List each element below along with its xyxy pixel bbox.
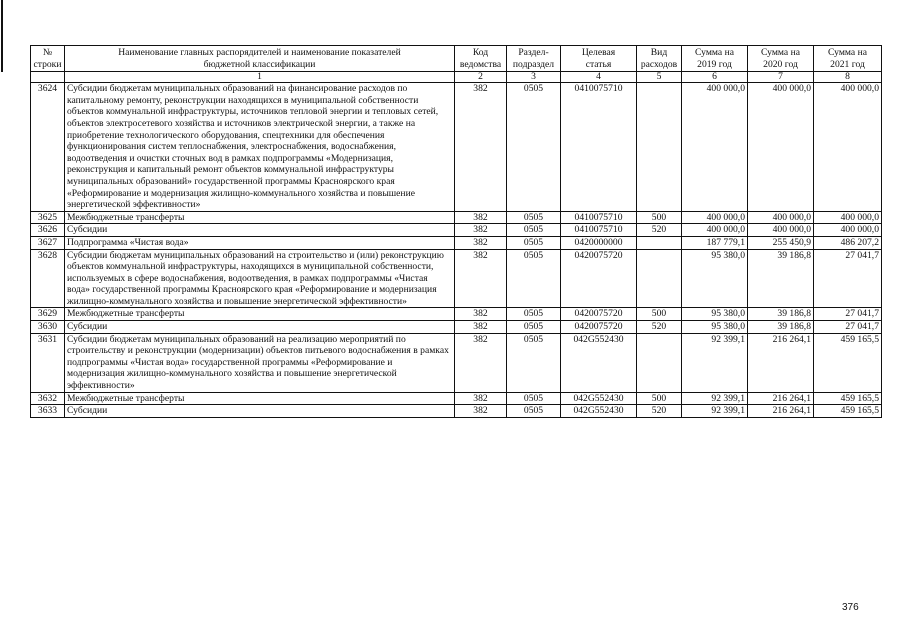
table-row <box>31 333 882 392</box>
header-sum-2019: Сумма на 2019 год <box>682 46 748 72</box>
sum-2021: 400 000,0 <box>814 211 882 224</box>
header-section: Раздел- подраздел <box>507 46 561 72</box>
department-code: 382 <box>455 321 507 334</box>
header-row-number: № строки <box>31 46 65 72</box>
expense-type-code <box>637 249 682 308</box>
sum-2019: 92 399,1 <box>682 333 748 392</box>
expense-type-code: 500 <box>637 308 682 321</box>
item-name: Субсидии бюджетам муниципальных образований на реализацию мероприятий по строительству и реконструкции (модернизации) объектов питьевого водоснабжения в рамках подпрограммы «Чистая вода» государственной программы «Реформирование и модернизация жилищно-коммунального хозяйства и повышение энергетической эффективности» <box>65 333 455 392</box>
table-row <box>31 83 882 212</box>
column-number: 3 <box>507 72 561 83</box>
row-number: 3633 <box>31 405 65 418</box>
sum-2020: 400 000,0 <box>748 83 814 212</box>
sum-2020: 39 186,8 <box>748 308 814 321</box>
section-code: 0505 <box>507 392 561 405</box>
sum-2020: 216 264,1 <box>748 333 814 392</box>
section-code: 0505 <box>507 236 561 249</box>
table-header-row <box>31 46 882 72</box>
department-code: 382 <box>455 236 507 249</box>
section-code: 0505 <box>507 224 561 237</box>
page-edge-line <box>1 0 3 72</box>
department-code: 382 <box>455 224 507 237</box>
row-number: 3629 <box>31 308 65 321</box>
sum-2021: 27 041,7 <box>814 249 882 308</box>
item-name: Субсидии <box>65 405 455 418</box>
column-number: 6 <box>682 72 748 83</box>
target-item-code: 042G552430 <box>561 405 637 418</box>
sum-2021: 486 207,2 <box>814 236 882 249</box>
sum-2021: 400 000,0 <box>814 83 882 212</box>
sum-2020: 39 186,8 <box>748 249 814 308</box>
item-name: Субсидии <box>65 224 455 237</box>
section-code: 0505 <box>507 249 561 308</box>
header-name: Наименование главных распорядителей и наименование показателей бюджетной классификации <box>65 46 455 72</box>
sum-2019: 92 399,1 <box>682 392 748 405</box>
table-row <box>31 211 882 224</box>
department-code: 382 <box>455 333 507 392</box>
column-number-row <box>31 72 882 83</box>
sum-2021: 27 041,7 <box>814 321 882 334</box>
department-code: 382 <box>455 308 507 321</box>
expense-type-code: 500 <box>637 392 682 405</box>
section-code: 0505 <box>507 405 561 418</box>
item-name: Субсидии <box>65 321 455 334</box>
target-item-code: 0410075710 <box>561 224 637 237</box>
table-row <box>31 392 882 405</box>
header-department-code: Код ведомства <box>455 46 507 72</box>
sum-2021: 459 165,5 <box>814 392 882 405</box>
table-row <box>31 236 882 249</box>
sum-2019: 400 000,0 <box>682 83 748 212</box>
item-name: Межбюджетные трансферты <box>65 211 455 224</box>
table-row <box>31 249 882 308</box>
expense-type-code <box>637 236 682 249</box>
sum-2019: 400 000,0 <box>682 224 748 237</box>
column-number: 2 <box>455 72 507 83</box>
sum-2019: 95 380,0 <box>682 308 748 321</box>
sum-2019: 95 380,0 <box>682 249 748 308</box>
column-number: 5 <box>637 72 682 83</box>
item-name: Межбюджетные трансферты <box>65 392 455 405</box>
table-row <box>31 224 882 237</box>
department-code: 382 <box>455 249 507 308</box>
target-item-code: 042G552430 <box>561 333 637 392</box>
column-number: 7 <box>748 72 814 83</box>
sum-2020: 216 264,1 <box>748 392 814 405</box>
column-number <box>31 72 65 83</box>
header-expense-type: Вид расходов <box>637 46 682 72</box>
sum-2020: 400 000,0 <box>748 211 814 224</box>
column-number: 1 <box>65 72 455 83</box>
sum-2019: 92 399,1 <box>682 405 748 418</box>
row-number: 3632 <box>31 392 65 405</box>
header-sum-2020: Сумма на 2020 год <box>748 46 814 72</box>
sum-2020: 255 450,9 <box>748 236 814 249</box>
expense-type-code: 500 <box>637 211 682 224</box>
expense-type-code: 520 <box>637 405 682 418</box>
expense-type-code: 520 <box>637 224 682 237</box>
target-item-code: 0410075710 <box>561 211 637 224</box>
sum-2021: 459 165,5 <box>814 333 882 392</box>
sum-2019: 187 779,1 <box>682 236 748 249</box>
header-target-item: Целевая статья <box>561 46 637 72</box>
section-code: 0505 <box>507 333 561 392</box>
section-code: 0505 <box>507 308 561 321</box>
table-row <box>31 321 882 334</box>
target-item-code: 0410075710 <box>561 83 637 212</box>
item-name: Подпрограмма «Чистая вода» <box>65 236 455 249</box>
row-number: 3626 <box>31 224 65 237</box>
sum-2020: 216 264,1 <box>748 405 814 418</box>
department-code: 382 <box>455 211 507 224</box>
target-item-code: 0420000000 <box>561 236 637 249</box>
sum-2021: 27 041,7 <box>814 308 882 321</box>
section-code: 0505 <box>507 321 561 334</box>
sum-2021: 459 165,5 <box>814 405 882 418</box>
row-number: 3625 <box>31 211 65 224</box>
expense-type-code <box>637 333 682 392</box>
sum-2021: 400 000,0 <box>814 224 882 237</box>
column-number: 8 <box>814 72 882 83</box>
target-item-code: 042G552430 <box>561 392 637 405</box>
section-code: 0505 <box>507 83 561 212</box>
department-code: 382 <box>455 392 507 405</box>
table-row <box>31 405 882 418</box>
sum-2020: 39 186,8 <box>748 321 814 334</box>
target-item-code: 0420075720 <box>561 321 637 334</box>
department-code: 382 <box>455 405 507 418</box>
page-number: 376 <box>842 602 859 613</box>
item-name: Субсидии бюджетам муниципальных образований на строительство и (или) реконструкцию объектов коммунальной инфраструктуры, находящихся в муниципальной собственности, используемых в сфере водоснабжения, водоотведения, в рамках подпрограммы «Чистая вода» государственной программы Красноярского края «Реформирование и модернизация жилищно-коммунального хозяйства и повышение энергетической эффективности» <box>65 249 455 308</box>
expense-type-code: 520 <box>637 321 682 334</box>
column-number: 4 <box>561 72 637 83</box>
sum-2019: 95 380,0 <box>682 321 748 334</box>
target-item-code: 0420075720 <box>561 249 637 308</box>
row-number: 3627 <box>31 236 65 249</box>
budget-table <box>30 45 882 418</box>
sum-2020: 400 000,0 <box>748 224 814 237</box>
row-number: 3630 <box>31 321 65 334</box>
header-sum-2021: Сумма на 2021 год <box>814 46 882 72</box>
row-number: 3631 <box>31 333 65 392</box>
sum-2019: 400 000,0 <box>682 211 748 224</box>
item-name: Субсидии бюджетам муниципальных образований на финансирование расходов по капитальному ремонту, реконструкции находящихся в муниципальной собственности объектов коммунальной инфраструктуры, источников тепловой энергии и тепловых сетей, объектов электросетевого хозяйства и источников электрической энергии, а также на приобретение технологического оборудования, спецтехники для обеспечения функционирования систем теплоснабжения, электроснабжения, водоснабжения, водоотведения и очистки сточных вод в рамках подпрограммы «Модернизация, реконструкция и капитальный ремонт объектов коммунальной инфраструктуры муниципальных образований» государственной программы Красноярского края «Реформирование и модернизация жилищно-коммунального хозяйства и повышение энергетической эффективности» <box>65 83 455 212</box>
expense-type-code <box>637 83 682 212</box>
section-code: 0505 <box>507 211 561 224</box>
item-name: Межбюджетные трансферты <box>65 308 455 321</box>
department-code: 382 <box>455 83 507 212</box>
row-number: 3628 <box>31 249 65 308</box>
table-row <box>31 308 882 321</box>
row-number: 3624 <box>31 83 65 212</box>
target-item-code: 0420075720 <box>561 308 637 321</box>
